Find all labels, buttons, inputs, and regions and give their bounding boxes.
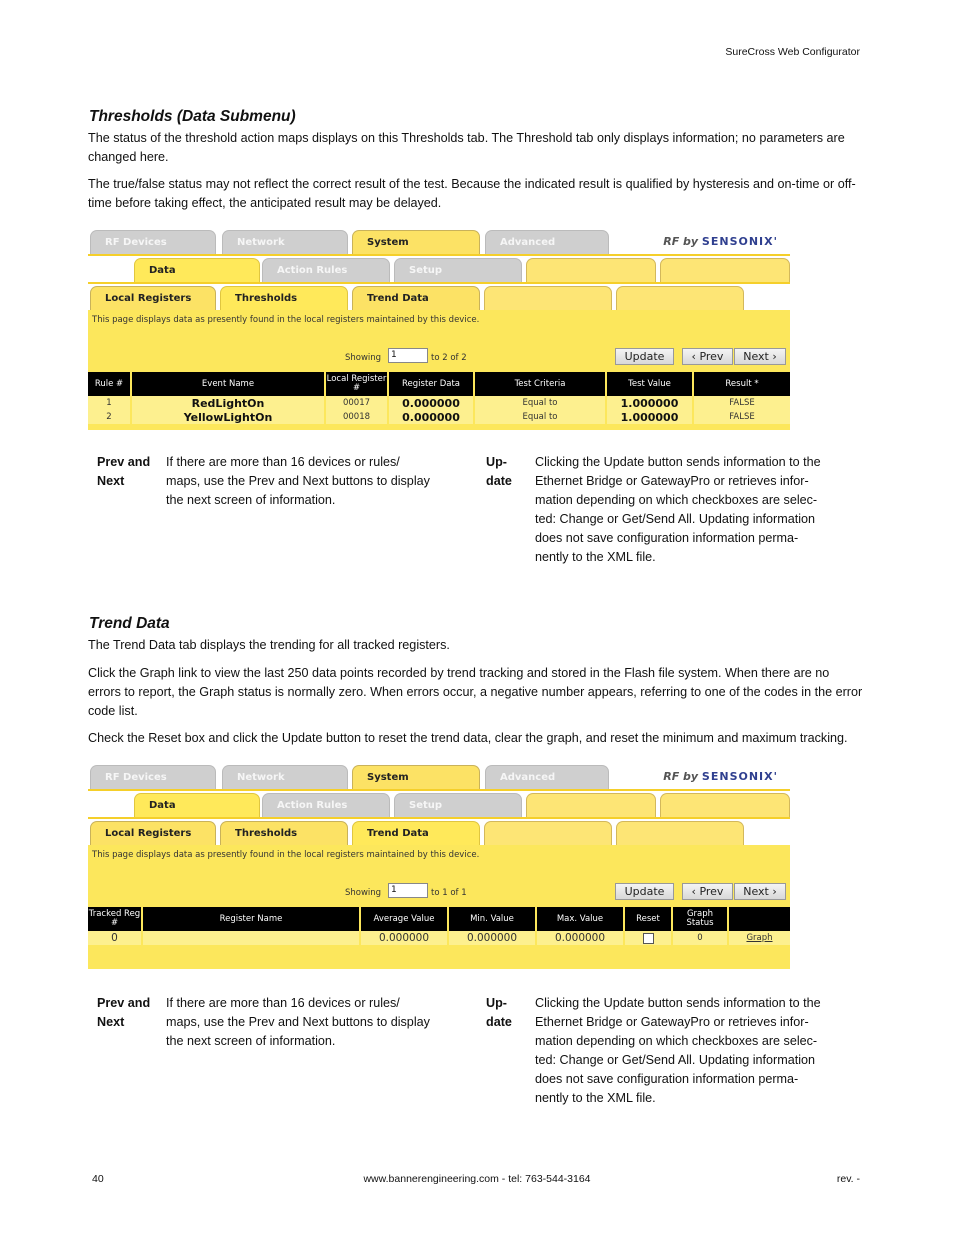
tab-action-rules[interactable]: Action Rules: [262, 793, 390, 817]
paragraph: Check the Reset box and click the Update button to reset the trend data, clear the graph, and reset the minimum and maximum tracking.: [88, 731, 848, 745]
update-button[interactable]: Update: [615, 883, 674, 900]
update-button[interactable]: Update: [615, 348, 674, 365]
paragraph: The Trend Data tab displays the trending for all tracked registers.: [88, 638, 450, 652]
definition-text: If there are more than 16 devices or rules/ maps, use the Prev and Next buttons to display the next screen of information.: [166, 996, 430, 1048]
tab-advanced[interactable]: Advanced: [485, 230, 609, 254]
column-header: Register Name: [142, 907, 360, 931]
showing-input[interactable]: 1: [388, 348, 428, 363]
sensonix-logo: RF by SENSONIX': [663, 770, 778, 783]
tab-empty: [616, 286, 744, 310]
tab-empty: [616, 821, 744, 845]
column-header: Reset: [624, 907, 672, 931]
tab-empty: [484, 286, 612, 310]
column-header: Graph Status: [672, 907, 728, 931]
table-cell: [624, 931, 672, 945]
tab-rf-devices[interactable]: RF Devices: [90, 230, 216, 254]
thresholds-table: [88, 372, 790, 424]
table-cell: 0.000000: [448, 931, 536, 945]
tab-advanced[interactable]: Advanced: [485, 765, 609, 789]
prev-button[interactable]: ‹ Prev: [682, 348, 733, 365]
tab-system[interactable]: System: [352, 765, 480, 789]
column-header: Max. Value: [536, 907, 624, 931]
definition-term: Up- date: [486, 455, 512, 488]
column-header: Average Value: [360, 907, 448, 931]
table-cell: 1.000000: [606, 396, 693, 410]
table-cell: 1.000000: [606, 410, 693, 424]
showing-label: Showing: [345, 888, 382, 898]
prev-button[interactable]: ‹ Prev: [682, 883, 733, 900]
tab-trend-data[interactable]: Trend Data: [352, 286, 480, 310]
next-button[interactable]: Next ›: [734, 883, 786, 900]
table-cell: 00017: [325, 396, 388, 410]
showing-range: to 1 of 1: [431, 888, 467, 898]
table-cell: 0.000000: [388, 410, 474, 424]
info-message: This page displays data as presently found in the local registers maintained by this device.: [92, 315, 480, 325]
table-cell: YellowLightOn: [131, 410, 325, 424]
table-cell: 0.000000: [388, 396, 474, 410]
definition-term: Prev and Next: [97, 996, 151, 1029]
sensonix-logo: RF by SENSONIX': [663, 235, 778, 248]
table-cell: [142, 931, 360, 945]
section-heading-thresholds: Thresholds (Data Submenu): [89, 108, 296, 125]
tab-thresholds[interactable]: Thresholds: [220, 286, 348, 312]
table-cell: Equal to: [474, 410, 606, 424]
table-cell: 00018: [325, 410, 388, 424]
column-header: Test Criteria: [474, 372, 606, 396]
table-row: [88, 931, 790, 945]
tab-action-rules[interactable]: Action Rules: [262, 258, 390, 282]
table-cell: Equal to: [474, 396, 606, 410]
column-header: Local Register #: [325, 372, 388, 396]
table-cell: 0.000000: [360, 931, 448, 945]
tab-local-registers[interactable]: Local Registers: [90, 286, 216, 310]
tab-empty: [660, 793, 790, 817]
tab-system[interactable]: System: [352, 230, 480, 254]
trend-data-screenshot: [88, 763, 790, 969]
paragraph: The true/false status may not reflect the correct result of the test. Because the indicated result is qualified by hysteresis and on-time or off-time before taking effect, the anticipated result may be delayed.: [88, 177, 856, 210]
tab-network[interactable]: Network: [222, 230, 348, 254]
tab-setup[interactable]: Setup: [394, 258, 522, 282]
thresholds-content: [88, 310, 790, 430]
revision: rev. -: [836, 1173, 860, 1185]
trend-table: [88, 907, 790, 945]
column-header: Rule #: [88, 372, 131, 396]
tab-empty: [484, 821, 612, 845]
table-cell: RedLightOn: [131, 396, 325, 410]
showing-range: to 2 of 2: [431, 353, 467, 363]
table-cell: [728, 931, 790, 945]
tab-empty: [526, 258, 656, 282]
table-cell: 1: [88, 396, 131, 410]
tab-empty: [526, 793, 656, 817]
tab-setup[interactable]: Setup: [394, 793, 522, 817]
tab-empty: [660, 258, 790, 282]
table-cell: 0: [88, 931, 142, 945]
footer-contact: www.bannerengineering.com - tel: 763-544-3164: [363, 1173, 591, 1185]
table-cell: 2: [88, 410, 131, 424]
info-message: This page displays data as presently found in the local registers maintained by this device.: [92, 850, 480, 860]
reset-checkbox[interactable]: [643, 933, 654, 944]
column-header: Register Data: [388, 372, 474, 396]
column-header: [728, 907, 790, 931]
column-header: Tracked Reg #: [88, 907, 142, 931]
page-number: 40: [92, 1173, 104, 1185]
tab-trend-data[interactable]: Trend Data: [352, 821, 480, 847]
column-header: Min. Value: [448, 907, 536, 931]
document-header: SureCross Web Configurator: [725, 46, 860, 58]
tab-data[interactable]: Data: [134, 793, 260, 819]
table-row: [88, 410, 790, 424]
paragraph: The status of the threshold action maps displays on this Thresholds tab. The Threshold tab only displays information; no parameters are changed here.: [88, 131, 845, 164]
tab-network[interactable]: Network: [222, 765, 348, 789]
definition-text: Clicking the Update button sends information to the Ethernet Bridge or GatewayPro or retrieves infor- mation depending on which checkboxes are selec- ted: Change or Get/Send All. Updating information does not save configuration information perma- nently to the XML file.: [535, 455, 821, 564]
showing-input[interactable]: 1: [388, 883, 428, 898]
table-cell: FALSE: [693, 396, 790, 410]
showing-label: Showing: [345, 353, 382, 363]
tab-local-registers[interactable]: Local Registers: [90, 821, 216, 845]
table-row: [88, 396, 790, 410]
column-header: Event Name: [131, 372, 325, 396]
tab-thresholds[interactable]: Thresholds: [220, 821, 348, 845]
next-button[interactable]: Next ›: [734, 348, 786, 365]
thresholds-screenshot: [88, 228, 790, 430]
section-heading-trend-data: Trend Data: [89, 615, 170, 632]
table-cell: 0: [672, 931, 728, 945]
tab-rf-devices[interactable]: RF Devices: [90, 765, 216, 789]
graph-link[interactable]: Graph: [746, 933, 773, 943]
tab-data[interactable]: Data: [134, 258, 260, 284]
column-header: Result *: [693, 372, 790, 396]
paragraph: Click the Graph link to view the last 250 data points recorded by trend tracking and stored in the Flash file system. When there are no errors to report, the Graph status is normally zero. When errors occur, a negative number appears, referring to one of the codes in the error code list.: [88, 666, 863, 718]
table-cell: 0.000000: [536, 931, 624, 945]
definition-text: Clicking the Update button sends information to the Ethernet Bridge or GatewayPro or retrieves infor- mation depending on which checkboxes are selec- ted: Change or Get/Send All. Updating information does not save configuration information perma- nently to the XML file.: [535, 996, 821, 1105]
trend-content: [88, 845, 790, 969]
definition-term: Prev and Next: [97, 455, 151, 488]
definition-text: If there are more than 16 devices or rules/ maps, use the Prev and Next buttons to display the next screen of information.: [166, 455, 430, 507]
table-cell: FALSE: [693, 410, 790, 424]
definition-term: Up- date: [486, 996, 512, 1029]
column-header: Test Value: [606, 372, 693, 396]
